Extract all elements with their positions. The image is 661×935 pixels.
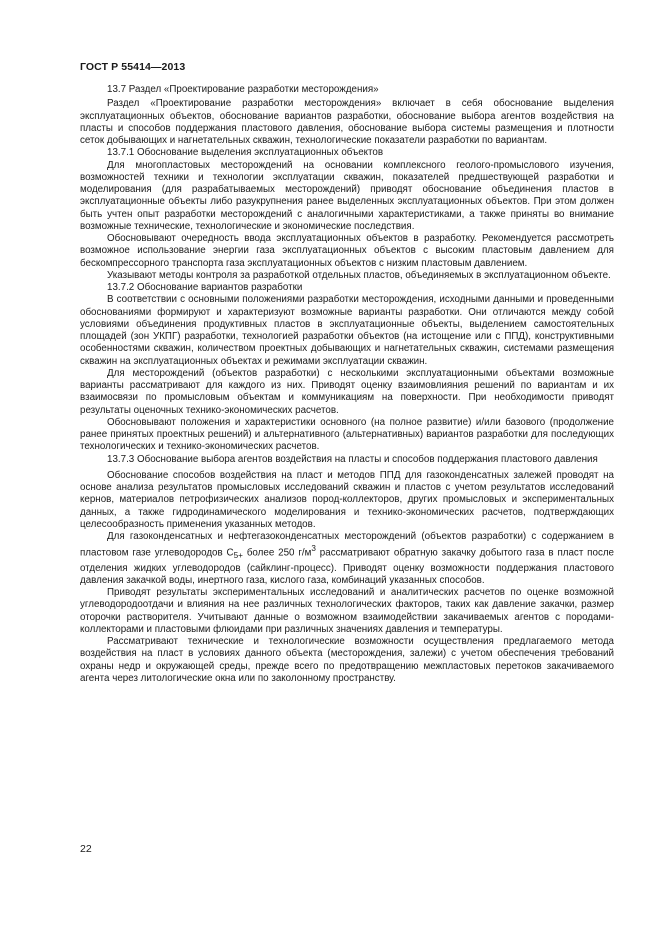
page-number: 22 [80,843,92,855]
paragraph: Приводят результаты экспериментальных исследований и аналитических расчетов по оценке возможной углеводородоотдачи и влияния на нее различных технологических факторов, таких как давление закачки, размер оторочки растворителя. Учитывают данные о возможном взаимодействии закачиваемых агентов с породами-коллекторами и пластовыми флюидами при различных значениях давления и температуры. [80,587,614,635]
paragraph: Обосновывают положения и характеристики основного (на полное развитие) и/или базового (продолжение ранее принятых проектных решений) и альтернативного (альтернативных) вариантов разработки для последующих технологических и технико-экономических расчетов. [80,416,614,453]
paragraph: Для месторождений (объектов разработки) с несколькими эксплуатационными объектами возможные варианты рассматривают для каждого из них. Приводят оценку взаимовлияния решений по вариантам и их взаимосвязи по промысловым объектам и коммуникациям на поверхности. При необходимости приводят результаты оценочных технико-экономических расчетов. [80,367,614,416]
text-fragment: более 250 г/м [242,547,312,559]
paragraph: В соответствии с основными положениями разработки месторождения, исходными данными и проведенными обоснованиями формируют и характеризуют возможные варианты разработки. Они отличаются между собой условиями объединения продуктивных пластов в эксплуатационные объекты, выделением самостоятельных площадей (зон УКПГ) разработки, технологией разработки объектов (на истощение или с ППД), конструктивными особенностями скважин, количеством проектных добывающих и нагнетательных скважин, системами размещения скважин на эксплуатационных объектах и режимами эксплуатации скважин. [80,294,614,367]
section-heading-13-7-1: 13.7.1 Обоснование выделения эксплуатационных объектов [107,147,384,159]
document-header: ГОСТ Р 55414—2013 [80,61,186,73]
paragraph: Обосновывают очередность ввода эксплуатационных объектов в разработку. Рекомендуется рассмотреть возможное использование энергии газа эксплуатационных объектов с высоким пластовым давлением для бескомпрессорного транспорта газа эксплуатационных объектов с низким пластовым давлением. [80,233,614,269]
section-heading-13-7: 13.7 Раздел «Проектирование разработки месторождения» [107,84,379,95]
paragraph-formula [80,531,614,587]
paragraph: Раздел «Проектирование разработки месторождения» включает в себя обоснование выделения эксплуатационных объектов, обоснование вариантов разработки, обоснование выбора агентов воздействия на пласты и способов поддержания пластового давления, обоснование выбора системы размещения и плотности сеток добывающих и нагнетательных скважин, технологические показатели разработки по вариантам. [80,98,614,146]
paragraph: Обоснование способов воздействия на пласт и методов ППД для газоконденсатных залежей проводят на основе анализа результатов промысловых исследований скважин и пластов с учетом результатов исследований кернов, материалов петрофизических анализов пород-коллекторов, других промысловых и экспериментальных данных, а также гидродинамического моделирования и технико-экономических расчетов, подтверждающих целесообразность применения указанных методов. [80,469,614,530]
paragraph: Рассматривают технические и технологические возможности осуществления предлагаемого метода воздействия на пласт в условиях данного объекта (месторождения, залежи) с учетом обеспечения требований охраны недр и окружающей среды, прежде всего по предотвращению межпластовых перетоков закачиваемого агента через литологические окна или по заколонному пространству. [80,636,614,684]
superscript: 3 [311,544,316,554]
paragraph: Для многопластовых месторождений на основании комплексного геолого-промыслового изучения, возможностей техники и технологии эксплуатации скважин, показателей предшествующей разработки и моделирования (для разрабатываемых месторождений) приводят обоснование объединения пластов в эксплуатационные объекты либо разукрупнения ранее выделенных эксплуатационных объектов. При этом должен быть учтен опыт разработки месторождений с аналогичными характеристиками, а также приняты во внимание возможные технические, технологические и экономические последствия. [80,159,614,232]
section-heading-13-7-2: 13.7.2 Обоснование вариантов разработки [107,282,303,293]
document-body [80,84,614,685]
paragraph: Указывают методы контроля за разработкой отдельных пластов, объединяемых в эксплуатационном объекте. [107,269,611,281]
text-fragment: рассматривают обратную закачку добытого газа в пласт после отделения жидких углеводородов (сайклинг-процесс). Приводят оценку возможности поддержания пластового давления закачкой воды, инертного газа, кислого газа, комбинаций указанных способов. [80,547,615,586]
section-heading-13-7-3: 13.7.3 Обоснование выбора агентов воздействия на пласты и способов поддержания пластового давления [107,453,598,465]
subscript: 5+ [233,551,243,561]
text-fragment: Для газоконденсатных и нефтегазоконденсатных месторождений (объектов разработки) с содержанием в пластовом газе углеводородов С [80,531,614,559]
